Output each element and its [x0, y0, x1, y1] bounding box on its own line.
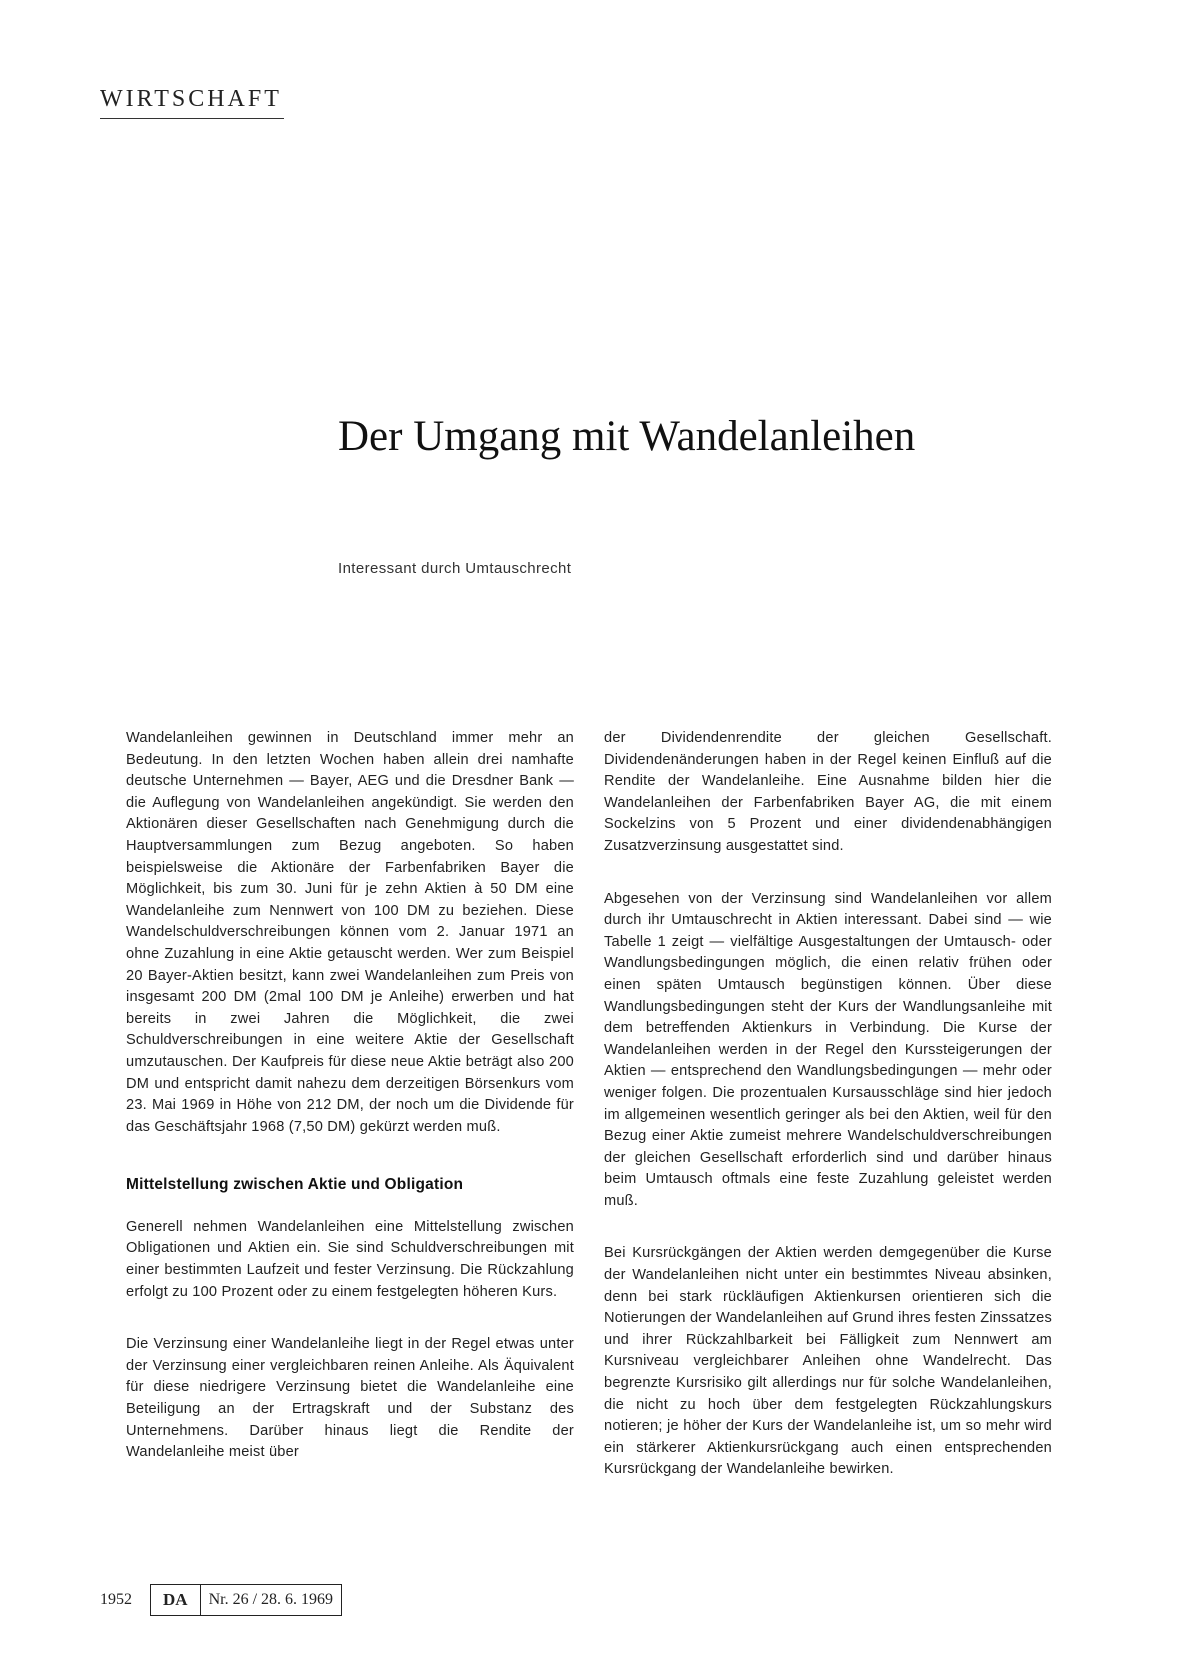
- paragraph: Die Verzinsung einer Wandelanleihe liegt in der Regel etwas unter der Verzinsung einer vergleichbaren reinen Anleihe. Als Äquivalent für diese niedrigere Verzinsung bietet die Wandelanleihe eine Beteiligung an der Ertragskraft und der Substanz des Unternehmens. Darüber hinaus liegt die Rendite der Wandelanleihe meist über: [126, 1336, 574, 1461]
- publication-box: [150, 1584, 342, 1616]
- paragraph: Generell nehmen Wandelanleihen eine Mittelstellung zwischen Obligationen und Aktien ein. Sie sind Schuldverschreibungen mit einer bestimmten Laufzeit und fester Verzinsung. Die Rückzahlung erfolgt zu 100 Prozent oder zu einem festgelegten höheren Kurs.: [126, 1218, 574, 1300]
- article-title: Der Umgang mit Wandelanleihen: [338, 413, 916, 460]
- paragraph: Bei Kursrückgängen der Aktien werden demgegenüber die Kurse der Wandelanleihen nicht unter ein bestimmtes Niveau absinken, denn bei stark rückläufigen Aktienkursen orientieren sich die Notierungen der Wandelanleihen auf Grund ihres festen Zinssatzes und ihrer Rückzahlbarkeit bei Fälligkeit zum Nennwert am Kursniveau vergleichbarer Anleihen ohne Wandelrecht. Das begrenzte Kursrisiko gilt allerdings nur für solche Wandelanleihen, die nicht zu hoch über dem festgelegten Rückzahlungskurs notieren; je höher der Kurs der Wandelanleihe ist, um so mehr wird ein stärkerer Aktienkursrückgang auch einen entsprechenden Kursrückgang der Wandelanleihe bewirken.: [604, 1245, 1052, 1478]
- paragraph: der Dividendenrendite der gleichen Gesellschaft. Dividendenänderungen haben in der Regel keinen Einfluß auf die Rendite der Wandelanleihe. Eine Ausnahme bilden hier die Wandelanleihen der Farbenfabriken Bayer AG, die mit einem Sockelzins von 5 Prozent und einer dividendenabhängigen Zusatzverzinsung ausgestattet sind.: [604, 730, 1052, 854]
- section-label: WIRTSCHAFT: [100, 86, 282, 112]
- paragraph: Wandelanleihen gewinnen in Deutschland immer mehr an Bedeutung. In den letzten Wochen haben allein drei namhafte deutsche Unternehmen — Bayer, AEG und die Dresdner Bank — die Auflegung von Wandelanleihen angekündigt. Sie werden den Aktionären dieser Gesellschaften nach Genehmigung durch die Hauptversammlungen zum Bezug angeboten. So haben beispielsweise die Aktionäre der Farbenfabriken Bayer die Möglichkeit, bis zum 30. Juni für je zehn Aktien à 50 DM eine Wandelanleihe zum Nennwert von 100 DM zu beziehen. Diese Wandelschuldverschreibungen können vom 2. Januar 1971 an ohne Zuzahlung in eine Aktie getauscht werden. Wer zum Beispiel 20 Bayer-Aktien besitzt, kann zwei Wandelanleihen zum Preis von insgesamt 200 DM (2mal 100 DM je Anleihe) erwerben und hat bereits in zwei Jahren die Möglichkeit, die zwei Schuldverschreibungen in eine weitere Aktie der Gesellschaft umzutauschen. Der Kaufpreis für diese neue Aktie beträgt also 200 DM und entspricht damit nahezu dem derzeitigen Börsenkurs vom 23. Mai 1969 in Höhe von 212 DM, der noch um die Dividende für das Geschäftsjahr 1968 (7,50 DM) gekürzt werden muß.: [126, 730, 574, 1135]
- page-footer: [100, 1584, 342, 1616]
- article-subtitle: Interessant durch Umtauschrecht: [338, 560, 572, 577]
- subheading: Mittelstellung zwischen Aktie und Obligation: [126, 1176, 464, 1194]
- issue-info: Nr. 26 / 28. 6. 1969: [208, 1591, 334, 1608]
- page-number: 1952: [100, 1591, 132, 1608]
- left-column: [126, 728, 574, 1464]
- section-rule: [100, 118, 284, 119]
- publication-logo: DA: [151, 1585, 201, 1615]
- paragraph: Abgesehen von der Verzinsung sind Wandelanleihen vor allem durch ihr Umtauschrecht in Aktien interessant. Dabei sind — wie Tabelle 1 zeigt — vielfältige Ausgestaltungen der Umtausch- oder Wandlungsbedingungen möglich, die einen relativ frühen oder einen späten Umtausch begünstigen können. Über diese Wandlungsbedingungen steht der Kurs der Wandlungsanleihe mit dem betreffenden Aktienkurs in Verbindung. Die Kurse der Wandelanleihen werden in der Regel den Kurssteigerungen der Aktien — entsprechend den Wandlungsbedingungen — mehr oder weniger folgen. Die prozentualen Kursausschläge sind hier jedoch im allgemeinen wesentlich geringer als bei den Aktien, weil für den Bezug einer Aktie zumeist mehrere Wandelschuldverschreibungen der gleichen Gesellschaft erforderlich sind und darüber hinaus beim Umtausch oftmals eine feste Zuzahlung geleistet werden muß.: [604, 890, 1052, 1209]
- right-column: [604, 728, 1052, 1481]
